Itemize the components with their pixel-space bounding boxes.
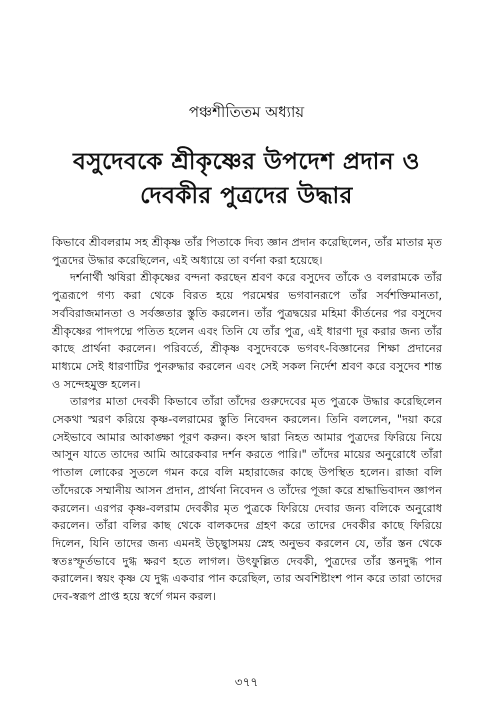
page-number: ৩৭৭ [234, 675, 259, 689]
chapter-title-line-1: বসুদেবকে শ্রীকৃষ্ণের উপদেশ প্রদান ও [73, 149, 420, 175]
chapter-label: পঞ্চশীতিতম অধ্যায় [188, 103, 305, 121]
chapter-title-line-2: দেবকীর পুত্রদের উদ্ধার [140, 183, 353, 209]
chapter-summary-paragraph: কিভাবে শ্রীবলরাম সহ শ্রীকৃষ্ণ তাঁর পিতাকে দিব্য জ্ঞান প্রদান করেছিলেন, তাঁর মাতার মৃত পুত্রদের উদ্ধার করেছিলেন, এই অধ্যায়ে তা বর্ণনা করা হয়েছে। [52, 236, 442, 267]
chapter-body [52, 234, 442, 606]
body-paragraph: তারপর মাতা দেবকী কিভাবে তাঁরা তাঁদের গুরুদেবের মৃত পুত্রকে উদ্ধার করেছিলেন সেকথা স্মরণ করিয়ে কৃষ্ণ-বলরামের স্তুতি নিবেদন করলেন। তিনি বললেন, "দয়া করে সেইভাবে আমার আকাঙ্ক্ষা পূরণ করুন। কংস দ্বারা নিহত আমার পুত্রদের ফিরিয়ে নিয়ে আসুন যাতে তাদের আমি আরেকবার দর্শন করতে পারি।" তাঁদের মায়ের অনুরোধে তাঁরা পাতাল লোকের সুতলে গমন করে বলি মহারাজের কাছে উপস্থিত হলেন। রাজা বলি তাঁদেরকে সম্মানীয় আসন প্রদান, প্রার্থনা নিবেদন ও তাঁদের পূজা করে শ্রদ্ধাভিবাদন জ্ঞাপন করলেন। এরপর কৃষ্ণ-বলরাম দেবকীর মৃত পুত্রকে ফিরিয়ে দেবার জন্য বলিকে অনুরোধ করলেন। তাঁরা বলির কাছ থেকে বালকদের গ্রহণ করে তাদের দেবকীর কাছে ফিরিয়ে দিলেন, যিনি তাদের জন্য এমনই উচ্ছ্বাসময় স্নেহ অনুভব করলেন যে, তাঁর স্তন থেকে স্বতঃস্ফূর্তভাবে দুগ্ধ ক্ষরণ হতে লাগল। উৎফুল্লিত দেবকী, পুত্রদের তাঁর স্তনদুগ্ধ পান করালেন। স্বয়ং কৃষ্ণ যে দুগ্ধ একবার পান করেছিল, তার অবশিষ্টাংশ পান করে তারা তাদের দেব-স্বরূপ প্রাপ্ত হয়ে স্বর্গে গমন করল। [52, 395, 442, 604]
body-paragraph: দর্শনার্থী ঋষিরা শ্রীকৃষ্ণের বন্দনা করছেন শ্রবণ করে বসুদেব তাঁকে ও বলরামকে তাঁর পুত্ররূপে গণ্য করা থেকে বিরত হয়ে পরমেশ্বর ভগবানরূপে তাঁর সর্বশক্তিমানতা, সর্ববিরাজমানতা ও সর্বজ্ঞতার স্তুতি করলেন। তাঁর পুত্রদ্বয়ের মহিমা কীর্তনের পর বসুদেব শ্রীকৃষ্ণের পাদপদ্মে পতিত হলেন এবং তিনি যে তাঁর পুত্র, এই ধারণা দূর করার জন্য তাঁর কাছে প্রার্থনা করলেন। পরিবর্তে, শ্রীকৃষ্ণ বসুদেবকে ভগবৎ-বিজ্ঞানের শিক্ষা প্রদানের মাধ্যমে সেই ধারণাটির পুনরুদ্ধার করলেন এবং সেই সকল নির্দেশ শ্রবণ করে বসুদেব শান্ত ও সন্দেহমুক্ত হলেন। [52, 271, 442, 391]
